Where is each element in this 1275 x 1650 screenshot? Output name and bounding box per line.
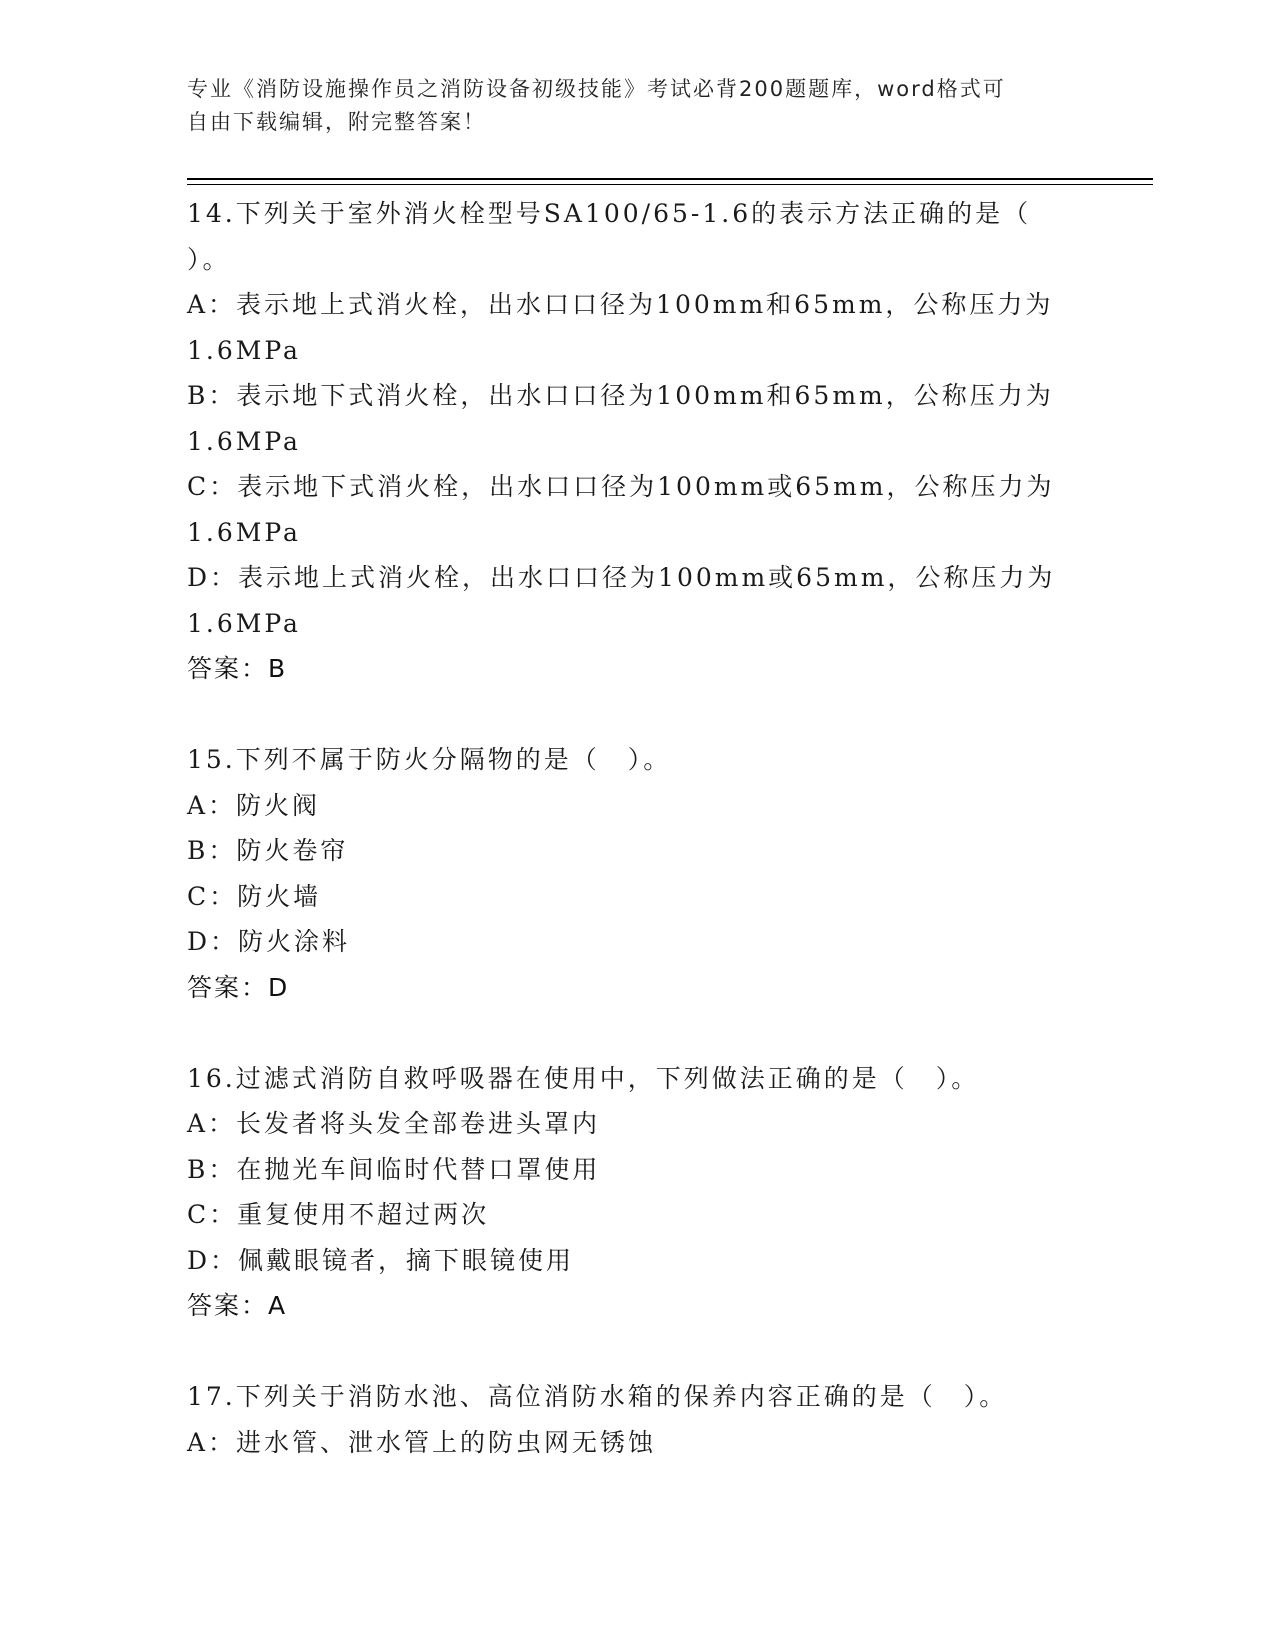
spacer [187, 692, 1067, 738]
question-17 [187, 1374, 1067, 1465]
spacer [187, 1329, 1067, 1375]
option-a: A：长发者将头发全部卷进头罩内 [187, 1109, 601, 1138]
header-line-1: 专业《消防设施操作员之消防设备初级技能》考试必背200题题库，word格式可 [187, 77, 1006, 101]
question-stem: 15.下列不属于防火分隔物的是（ ）。 [187, 745, 672, 774]
question-14 [187, 191, 1067, 692]
option-c: C：表示地下式消火栓，出水口口径为100mm或65mm，公称压力为 [187, 472, 1055, 501]
option-a: A：防火阀 [187, 790, 321, 820]
option-d: D：表示地上式消火栓，出水口口径为100mm或65mm，公称压力为 [187, 563, 1056, 592]
header-divider-thick [187, 178, 1153, 180]
document-header [187, 73, 1067, 139]
header-divider-thin [187, 184, 1153, 185]
option-c: C：重复使用不超过两次 [187, 1200, 490, 1229]
option-c: C：防火墙 [187, 881, 322, 911]
option-a-continued: 1.6MPa [187, 335, 301, 365]
question-stem: 16.过滤式消防自救呼吸器在使用中，下列做法正确的是（ ）。 [187, 1063, 980, 1093]
question-stem: 14.下列关于室外消火栓型号SA100/65-1.6的表示方法正确的是（ [187, 199, 1032, 228]
question-stem: 17.下列关于消防水池、高位消防水箱的保养内容正确的是（ ）。 [187, 1382, 1008, 1411]
option-b: B：表示地下式消火栓，出水口口径为100mm和65mm，公称压力为 [187, 381, 1054, 410]
option-c-continued: 1.6MPa [187, 517, 301, 547]
question-15 [187, 737, 1067, 1010]
option-a: A：表示地上式消火栓，出水口口径为100mm和65mm，公称压力为 [187, 290, 1054, 319]
option-d-continued: 1.6MPa [187, 608, 301, 638]
question-16 [187, 1056, 1067, 1329]
question-list [187, 191, 1067, 1465]
answer-line: 答案：B [187, 654, 288, 683]
option-d: D：佩戴眼镜者，摘下眼镜使用 [187, 1245, 575, 1275]
option-d: D：防火涂料 [187, 927, 351, 956]
option-b: B：防火卷帘 [187, 836, 349, 865]
option-b-continued: 1.6MPa [187, 426, 301, 456]
header-line-2: 自由下载编辑，附完整答案！ [187, 110, 486, 134]
option-b: B：在抛光车间临时代替口罩使用 [187, 1154, 601, 1184]
question-stem-continued: ）。 [187, 244, 231, 274]
option-a: A：进水管、泄水管上的防虫网无锈蚀 [187, 1427, 657, 1457]
answer-line: 答案：A [187, 1291, 288, 1320]
spacer [187, 1010, 1067, 1056]
answer-line: 答案：D [187, 972, 290, 1002]
